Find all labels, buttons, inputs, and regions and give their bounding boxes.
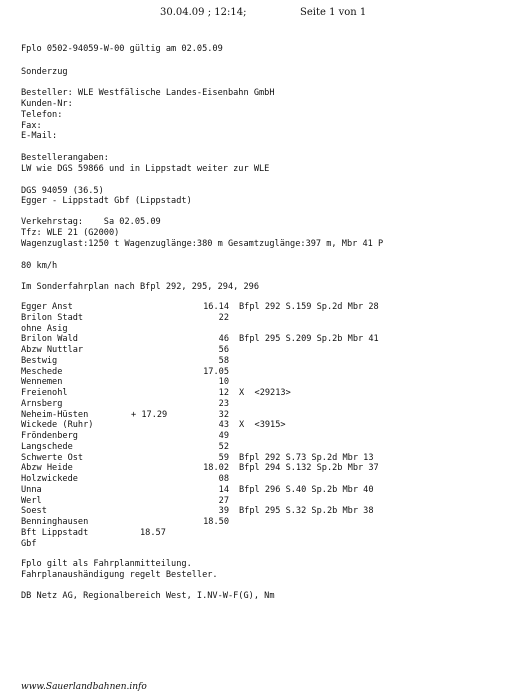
table-row xyxy=(21,496,491,507)
fahrplan-note: Bfpl 292 S.73 Sp.2d Mbr 13 xyxy=(239,452,374,463)
station-name: Soest xyxy=(21,506,47,517)
departure-time: 52 xyxy=(218,441,229,452)
bestellerangaben-text: LW wie DGS 59866 und in Lippstadt weiter zur WLE xyxy=(21,164,270,174)
fahrplan-note: Bfpl 295 S.209 Sp.2b Mbr 41 xyxy=(239,334,379,345)
station-name: Brilon Stadt xyxy=(21,312,84,323)
table-row xyxy=(21,506,491,517)
table-row xyxy=(21,463,491,474)
fahrplan-note: Bfpl 292 S.159 Sp.2d Mbr 28 xyxy=(239,302,379,312)
station-name: Unna xyxy=(21,484,42,495)
wagenzug: Wagenzuglast:1250 t Wagenzuglänge:380 m Gesamtzuglänge:397 m, Mbr 41 P xyxy=(21,239,384,249)
table-row xyxy=(21,517,491,528)
station-name: Benninghausen xyxy=(21,517,89,527)
table-row xyxy=(21,377,491,388)
verkehrstag: Verkehrstag: Sa 02.05.09 xyxy=(21,217,161,227)
departure-time: 23 xyxy=(218,398,229,409)
signature: DB Netz AG, Regionalbereich West, I.NV-W-F(G), Nm xyxy=(21,591,275,601)
station-name: Freienohl xyxy=(21,388,68,398)
email: E-Mail: xyxy=(21,131,58,141)
fax: Fax: xyxy=(21,121,42,131)
fahrplan-note: Bfpl 294 S.132 Sp.2b Mbr 37 xyxy=(239,463,379,474)
departure-time: 32 xyxy=(218,409,229,420)
departure-time: 43 xyxy=(218,420,229,431)
station-name: Bestwig xyxy=(21,355,58,366)
departure-time: 10 xyxy=(218,377,229,388)
departure-time: 18.02 xyxy=(203,463,229,474)
table-row xyxy=(21,388,491,399)
departure-time: 22 xyxy=(218,312,229,323)
train-type: Sonderzug xyxy=(21,67,68,77)
route: Egger - Lippstadt Gbf (Lippstadt) xyxy=(21,196,192,206)
tfz: Tfz: WLE 21 (G2000) xyxy=(21,228,120,238)
watermark-url: www.Sauerlandbahnen.info xyxy=(21,682,147,692)
fahrplan-note: Bfpl 295 S.32 Sp.2b Mbr 38 xyxy=(239,506,374,517)
departure-time: 46 xyxy=(218,334,229,345)
table-row xyxy=(21,528,491,539)
departure-time: 49 xyxy=(218,431,229,441)
besteller: Besteller: WLE Westfälische Landes-Eisenbahn GmbH xyxy=(21,88,275,98)
closing-line-1: Fplo gilt als Fahrplanmitteilung. xyxy=(21,559,192,569)
departure-time: 16.14 xyxy=(203,302,229,312)
closing-line-2: Fahrplanaushändigung regelt Besteller. xyxy=(21,570,218,580)
speed: 80 km/h xyxy=(21,261,58,271)
table-row xyxy=(21,453,491,464)
departure-time: 08 xyxy=(218,474,229,484)
extra-time: + 17.29 xyxy=(131,409,168,420)
station-name: Gbf xyxy=(21,538,37,549)
station-name: Abzw Nuttlar xyxy=(21,345,84,355)
table-row xyxy=(21,399,491,410)
station-name: Brilon Wald xyxy=(21,334,78,345)
station-name: Egger Anst xyxy=(21,302,73,312)
station-name: Werl xyxy=(21,495,42,506)
table-row xyxy=(21,302,491,313)
departure-time: 17.05 xyxy=(203,366,229,377)
table-row xyxy=(21,324,491,335)
departure-time: 56 xyxy=(218,345,229,355)
page-indicator: Seite 1 von 1 xyxy=(300,7,367,18)
arrival-time: 18.57 xyxy=(140,527,166,538)
departure-time: 18.50 xyxy=(203,517,229,527)
departure-time: 39 xyxy=(218,506,229,517)
table-row xyxy=(21,442,491,453)
table-row xyxy=(21,420,491,431)
departure-time: 12 xyxy=(218,388,229,398)
table-row xyxy=(21,367,491,378)
table-row xyxy=(21,485,491,496)
station-name: Bft Lippstadt xyxy=(21,527,89,538)
fahrplan-note: X <29213> xyxy=(239,388,291,398)
station-name: ohne Asig xyxy=(21,323,68,334)
station-name: Schwerte Ost xyxy=(21,452,84,463)
kunden-nr: Kunden-Nr: xyxy=(21,99,73,109)
station-name: Holzwickede xyxy=(21,474,78,484)
table-row xyxy=(21,474,491,485)
fahrplan-intro: Im Sonderfahrplan nach Bfpl 292, 295, 294, 296 xyxy=(21,282,259,292)
station-name: Langschede xyxy=(21,441,73,452)
departure-time: 59 xyxy=(218,452,229,463)
table-row xyxy=(21,334,491,345)
fahrplan-note: Bfpl 296 S.40 Sp.2b Mbr 40 xyxy=(239,484,374,495)
departure-time: 14 xyxy=(218,484,229,495)
table-row xyxy=(21,313,491,324)
table-row xyxy=(21,345,491,356)
bestellerangaben-label: Bestellerangaben: xyxy=(21,153,109,163)
telefon: Telefon: xyxy=(21,110,63,120)
station-name: Wennemen xyxy=(21,377,63,388)
departure-time: 27 xyxy=(218,495,229,506)
fahrplan-note: X <3915> xyxy=(239,420,286,431)
departure-time: 58 xyxy=(218,355,229,366)
table-row xyxy=(21,410,491,421)
station-name: Arnsberg xyxy=(21,398,63,409)
station-name: Fröndenberg xyxy=(21,431,78,441)
table-row xyxy=(21,431,491,442)
fplo-title: Fplo 0502-94059-W-00 gültig am 02.05.09 xyxy=(21,44,223,54)
train-number: DGS 94059 (36.5) xyxy=(21,186,104,196)
table-row xyxy=(21,356,491,367)
table-row xyxy=(21,539,491,550)
station-name: Neheim-Hüsten xyxy=(21,409,89,420)
station-name: Wickede (Ruhr) xyxy=(21,420,94,431)
station-name: Abzw Heide xyxy=(21,463,73,474)
fax-date: 30.04.09 ; 12:14; xyxy=(160,7,247,18)
station-name: Meschede xyxy=(21,366,63,377)
